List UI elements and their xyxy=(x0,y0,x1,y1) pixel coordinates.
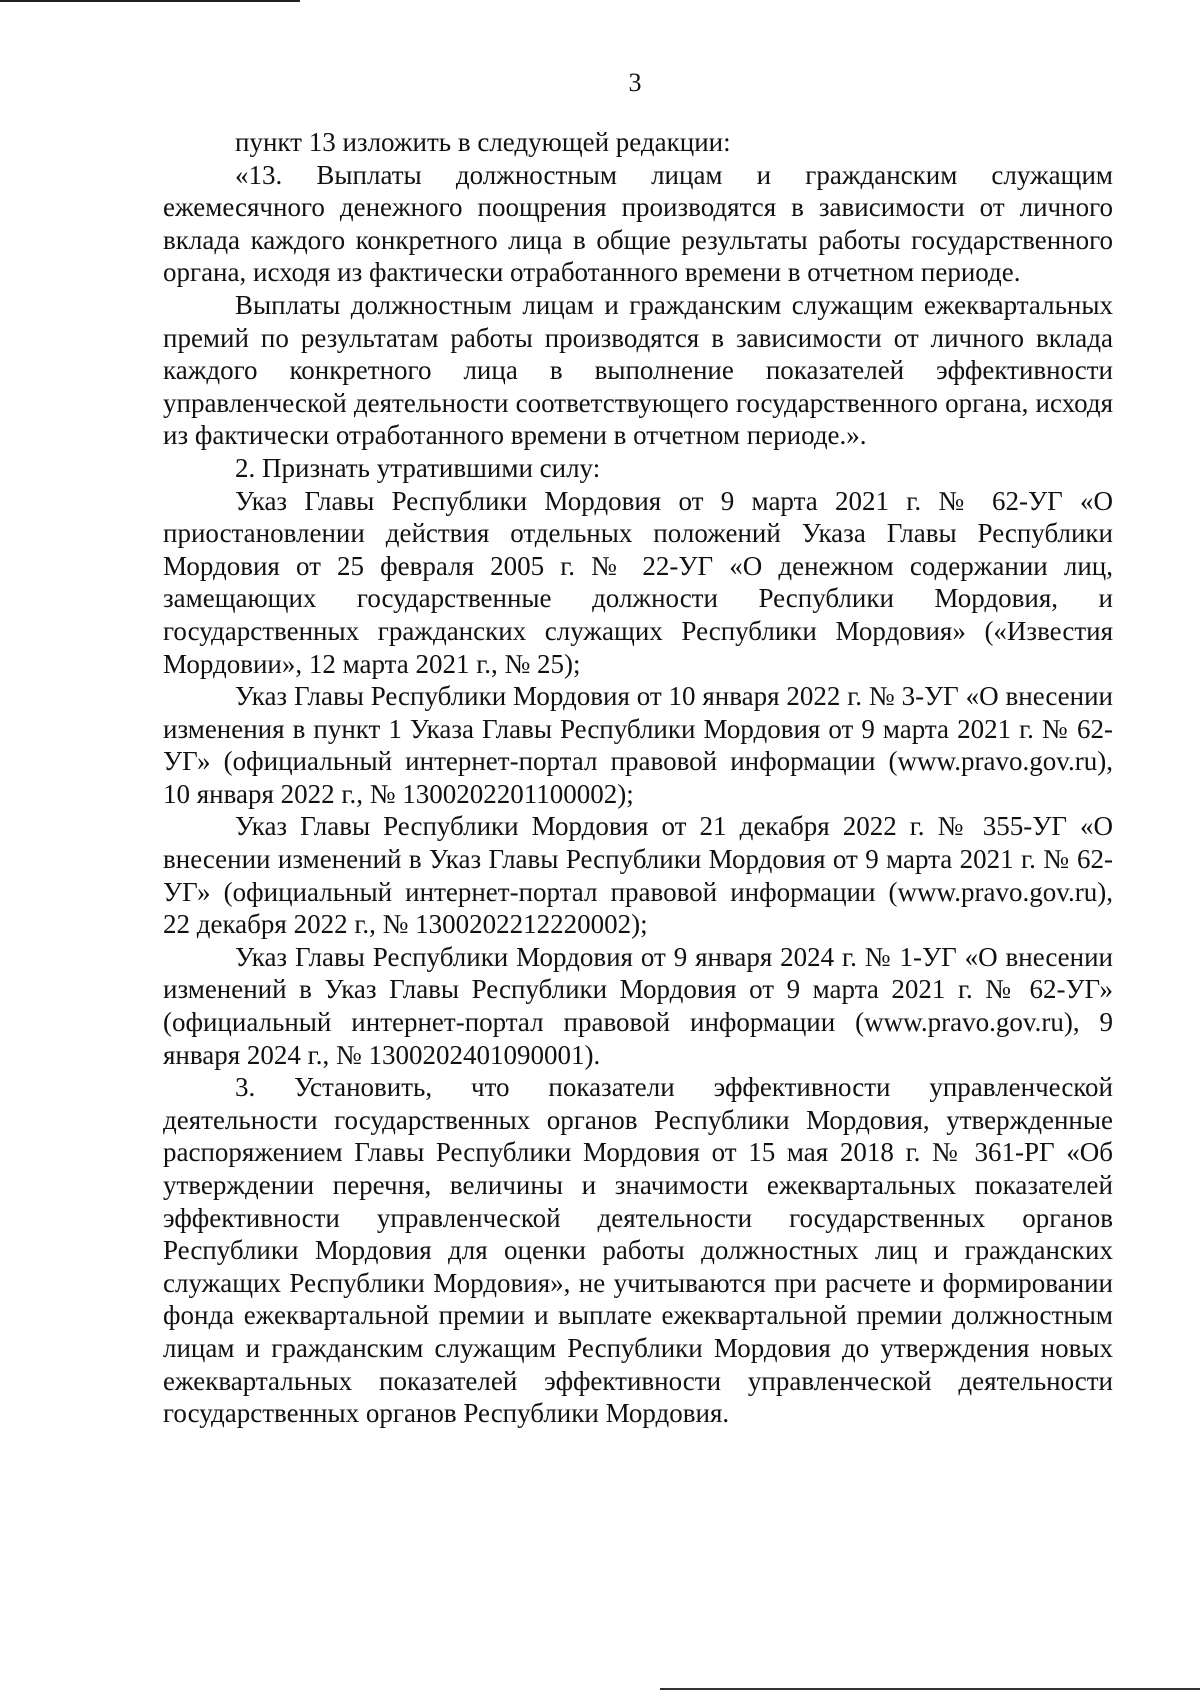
paragraph-section-2-heading: 2. Признать утратившими силу: xyxy=(235,452,601,483)
paragraph-section-3: 3. Установить, что показатели эффективности управленческой деятельности государственных органов Республики Мордовия, утвержденные распоряжением Главы Республики Мордовия от 15 мая 2018 г. № 361-РГ «Об утверждении перечня, величины и значимости ежеквартальных показателей эффективности управленческой деятельности государственных органов Республики Мордовия для оценки работы должностных лиц и гражданских служащих Республики Мордовия», не учитываются при расчете и формировании фонда ежеквартальной премии и выплате ежеквартальной премии должностным лицам и гражданским служащим Республики Мордовия до утверждения новых ежеквартальных показателей эффективности управленческой деятельности государственных органов Республики Мордовия. xyxy=(163,1072,1113,1429)
paragraph-decree-62: Указ Главы Республики Мордовия от 9 марта 2021 г. № 62-УГ «О приостановлении действия отдельных положений Указа Главы Республики Мордовия от 25 февраля 2005 г. № 22-УГ «О денежном содержании лиц, замещающих государственные должности Республики Мордовия, и государственных гражданских служащих Республики Мордовия» («Известия Мордовии», 12 марта 2021 г., № 25); xyxy=(163,485,1113,679)
paragraph-decree-355: Указ Главы Республики Мордовия от 21 декабря 2022 г. № 355-УГ «О внесении изменений в Указ Главы Республики Мордовия от 9 марта 2021 г. № 62-УГ» (официальный интернет-портал правовой информации (www.pravo.gov.ru), 22 декабря 2022 г., № 1300202212220002); xyxy=(163,811,1113,940)
paragraph-intro: пункт 13 изложить в следующей редакции: xyxy=(235,127,731,157)
paragraph-decree-3: Указ Главы Республики Мордовия от 10 января 2022 г. № 3-УГ «О внесении изменения в пункт 1 Указа Главы Республики Мордовия от 9 марта 2021 г. № 62-УГ» (официальный интернет-портал правовой информации (www.pravo.gov.ru), 10 января 2022 г., № 1300202201100002); xyxy=(163,681,1113,809)
paragraph-item-13-quarterly: Выплаты должностным лицам и гражданским служащим ежеквартальных премий по результатам работы производятся в зависимости от личного вклада каждого конкретного лица в выполнение показателей эффективности управленческой деятельности соответствующего государственного органа, исходя из фактически отработанного времени в отчетном периоде.». xyxy=(163,289,1113,451)
paragraph-item-13-monthly: «13. Выплаты должностным лицам и гражданским служащим ежемесячного денежного поощрения производятся в зависимости от личного вклада каждого конкретного лица в общие результаты работы государственного органа, исходя из фактически отработанного времени в отчетном периоде. xyxy=(163,159,1113,288)
page-number: 3 xyxy=(628,68,642,97)
document-body xyxy=(163,126,1113,1430)
paragraph-decree-1: Указ Главы Республики Мордовия от 9 января 2024 г. № 1-УГ «О внесении изменений в Указ Главы Республики Мордовия от 9 марта 2021 г. № 62-УГ» (официальный интернет-портал правовой информации (www.pravo.gov.ru), 9 января 2024 г., № 1300202401090001). xyxy=(163,941,1113,1070)
scan-edge-top xyxy=(0,0,300,2)
scan-edge-bottom xyxy=(660,1688,1200,1690)
